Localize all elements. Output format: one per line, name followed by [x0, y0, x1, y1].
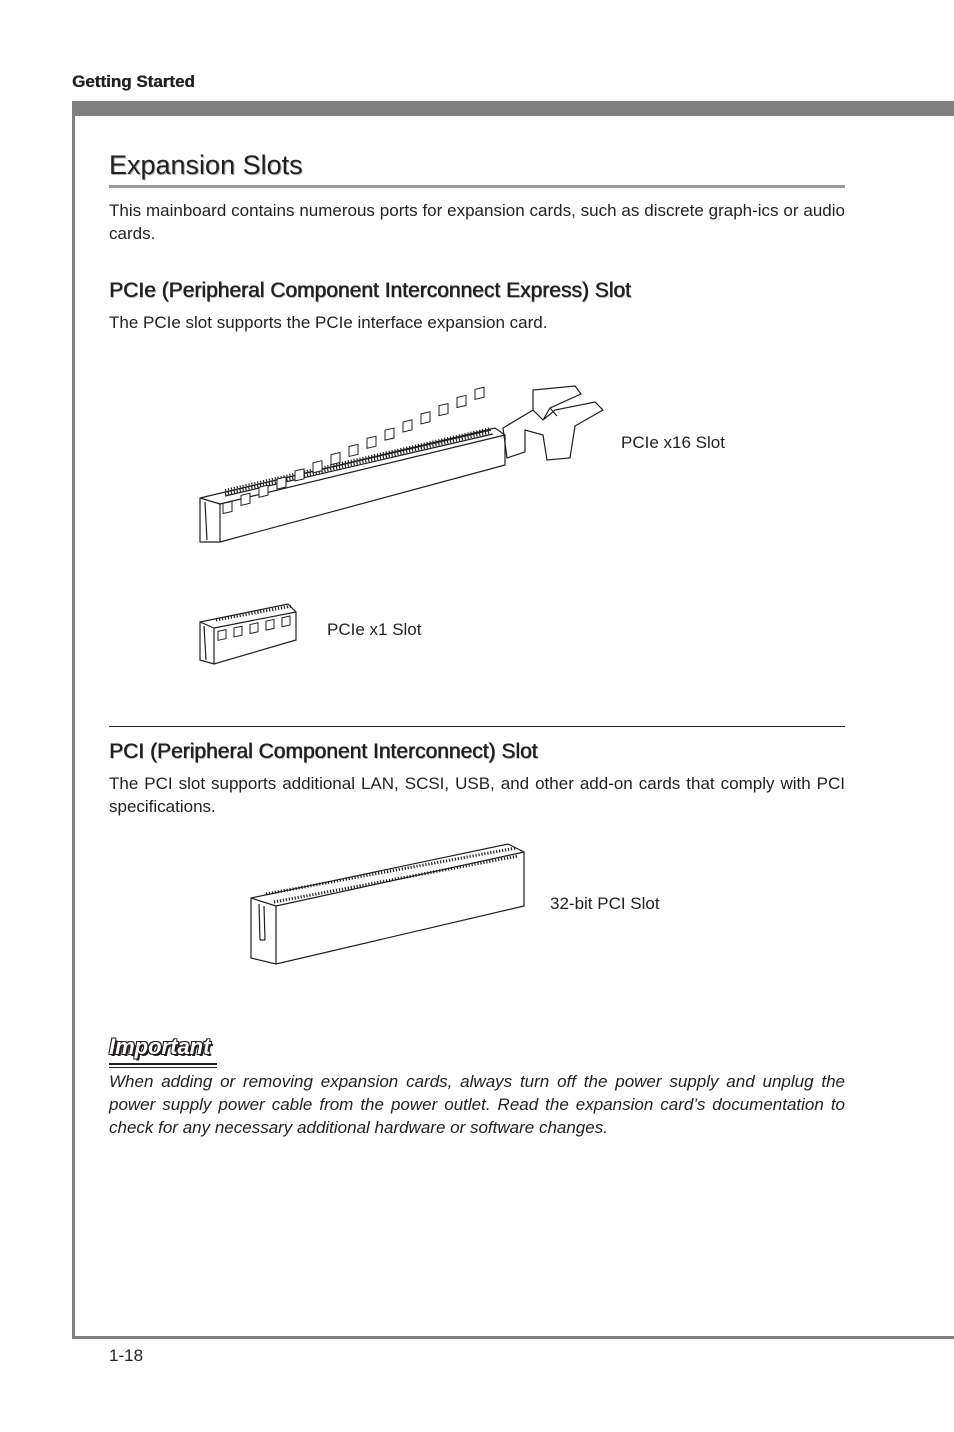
section-header: Getting Started [72, 72, 195, 91]
pcie-x1-label: PCIe x1 Slot [327, 620, 422, 639]
important-title: Important [109, 1034, 211, 1059]
pci-heading: PCI (Peripheral Component Interconnect) Slot [109, 740, 538, 763]
pcie-description: The PCIe slot supports the PCIe interface expansion card. [109, 313, 548, 332]
important-underline [109, 1063, 217, 1065]
pcie-x16-slot-illustration [195, 380, 615, 550]
pcie-heading: PCIe (Peripheral Component Interconnect Express) Slot [109, 279, 631, 302]
header-bar [72, 101, 954, 116]
pci-slot-illustration [246, 840, 531, 970]
page-number: 1-18 [109, 1346, 144, 1365]
title-divider [109, 185, 845, 188]
intro-paragraph: This mainboard contains numerous ports for expansion cards, such as discrete graph-ics or audio cards. [109, 201, 845, 243]
pci-slot-label: 32-bit PCI Slot [550, 894, 660, 913]
important-underline-thin [109, 1067, 217, 1068]
pcie-x16-label: PCIe x16 Slot [621, 433, 725, 452]
section-divider [109, 726, 845, 727]
important-note: When adding or removing expansion cards, always turn off the power supply and unplug the power supply power cable from the power outlet. Read the expansion card’s documentation to check for any necessary additional hardware or software changes. [109, 1072, 845, 1137]
pci-description: The PCI slot supports additional LAN, SCSI, USB, and other add-on cards that comply with PCI specifications. [109, 774, 845, 816]
left-margin-rule [72, 101, 75, 1339]
page-title: Expansion Slots [109, 150, 303, 180]
footer-rule [72, 1336, 954, 1339]
pcie-x1-slot-illustration [196, 600, 306, 670]
